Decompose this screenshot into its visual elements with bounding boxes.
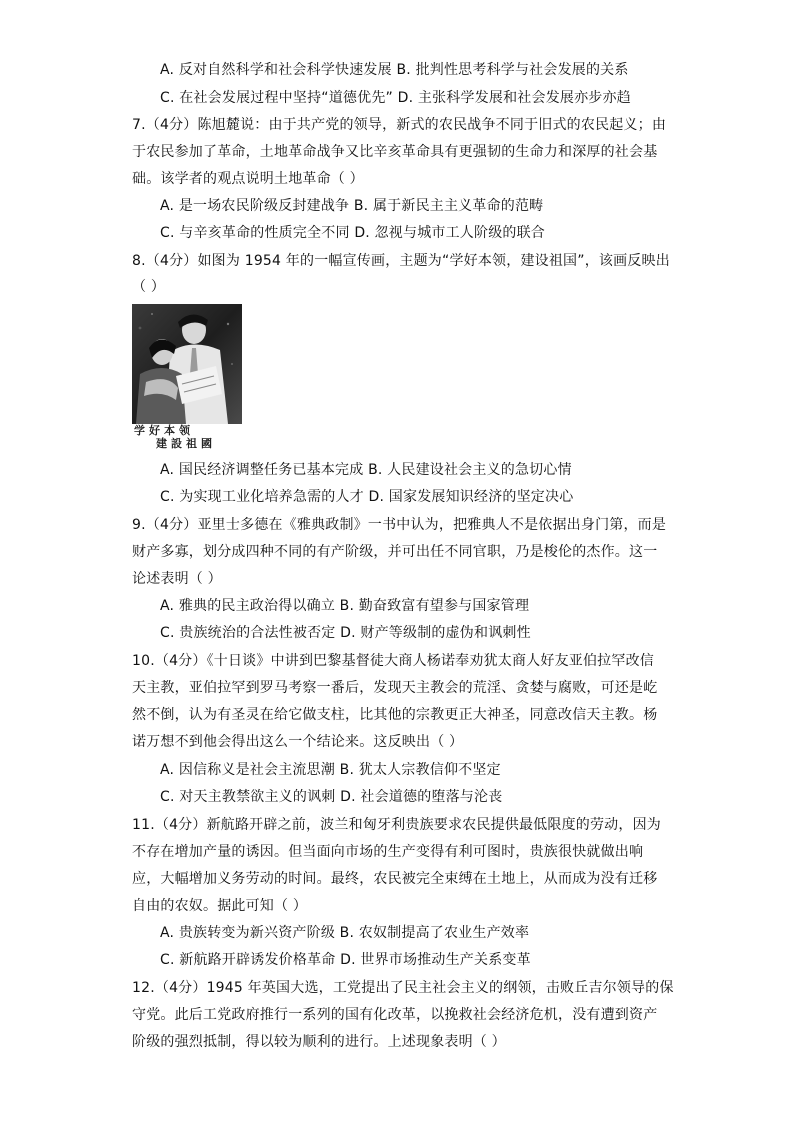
poster-caption-line-1: 学好本领	[134, 424, 194, 437]
q8-options-ab: A. 国民经济调整任务已基本完成 B. 人民建设社会主义的急切心情	[160, 462, 572, 478]
q7-stem-line-1: 7.（4分）陈旭麓说：由于共产党的领导，新式的农民战争不同于旧式的农民起义；由	[132, 117, 667, 133]
q9-stem-line-1: 9.（4分）亚里士多德在《雅典政制》一书中认为，把雅典人不是依据出身门第，而是	[132, 517, 667, 533]
q11-stem-line-4: 自由的农奴。据此可知（ ）	[132, 898, 308, 914]
q9-stem-line-3: 论述表明（ ）	[132, 571, 222, 587]
q8-options-cd: C. 为实现工业化培养急需的人才 D. 国家发展知识经济的坚定决心	[160, 489, 574, 505]
q10-options-cd: C. 对天主教禁欲主义的讽刺 D. 社会道德的堕落与沦丧	[160, 789, 503, 805]
q9-stem-line-2: 财产多寡，划分成四种不同的有产阶级，并可出任不同官职，乃是梭伦的杰作。这一	[132, 544, 658, 560]
q8-stem-line-1: 8.（4分）如图为 1954 年的一幅宣传画，主题为“学好本领，建设祖国”，该画反映出	[132, 253, 670, 269]
q7-stem-line-3: 础。该学者的观点说明土地革命（ ）	[132, 171, 364, 187]
q12-stem-line-3: 阶级的强烈抵制，得以较为顺利的进行。上述现象表明（ ）	[132, 1034, 506, 1050]
q10-stem-line-2: 天主教，亚伯拉罕到罗马考察一番后，发现天主教会的荒淫、贪婪与腐败，可还是屹	[132, 680, 658, 696]
q7-options-cd: C. 与辛亥革命的性质完全不同 D. 忽视与城市工人阶级的联合	[160, 225, 546, 241]
q12-stem-line-1: 12.（4分）1945 年英国大选，工党提出了民主社会主义的纲领，击败丘吉尔领导的保	[132, 980, 674, 996]
q9-options-ab: A. 雅典的民主政治得以确立 B. 勤奋致富有望参与国家管理	[160, 598, 530, 614]
q10-options-ab: A. 因信称义是社会主流思潮 B. 犹太人宗教信仰不坚定	[160, 762, 501, 778]
q11-options-ab: A. 贵族转变为新兴资产阶级 B. 农奴制提高了农业生产效率	[160, 925, 530, 941]
poster-caption-line-2: 建設祖國	[156, 437, 216, 450]
poster-illustration	[132, 304, 242, 424]
q7-stem-line-2: 于农民参加了革命，土地革命战争又比辛亥革命具有更强韧的生命力和深厚的社会基	[132, 144, 658, 160]
q11-stem-line-1: 11.（4分）新航路开辟之前，波兰和匈牙利贵族要求农民提供最低限度的劳动，因为	[132, 817, 661, 833]
q6-options-cd: C. 在社会发展过程中坚持“道德优先” D. 主张科学发展和社会发展亦步亦趋	[160, 90, 631, 106]
propaganda-poster-image	[132, 304, 242, 450]
q11-stem-line-3: 应，大幅增加义务劳动的时间。最终，农民被完全束缚在土地上，从而成为没有迁移	[132, 871, 658, 887]
q11-options-cd: C. 新航路开辟诱发价格革命 D. 世界市场推动生产关系变革	[160, 952, 531, 968]
q9-options-cd: C. 贵族统治的合法性被否定 D. 财产等级制的虚伪和讽刺性	[160, 625, 531, 641]
q10-stem-line-4: 诺万想不到他会得出这么一个结论来。这反映出（ ）	[132, 734, 464, 750]
q10-stem-line-3: 然不倒，认为有圣灵在给它做支柱，比其他的宗教更正大神圣，同意改信天主教。杨	[132, 707, 658, 723]
q8-stem-line-2: （ ）	[132, 279, 166, 295]
q7-options-ab: A. 是一场农民阶级反封建战争 B. 属于新民主主义革命的范畴	[160, 198, 544, 214]
q6-options-ab: A. 反对自然科学和社会科学快速发展 B. 批判性思考科学与社会发展的关系	[160, 62, 629, 78]
poster-caption	[132, 424, 242, 450]
q10-stem-line-1: 10.（4分）《十日谈》中讲到巴黎基督徒大商人杨诺奉劝犹太商人好友亚伯拉罕改信	[132, 653, 654, 669]
q11-stem-line-2: 不存在增加产量的诱因。但当面向市场的生产变得有利可图时，贵族很快就做出响	[132, 844, 644, 860]
q12-stem-line-2: 守党。此后工党政府推行一系列的国有化改革，以挽救社会经济危机，没有遭到资产	[132, 1007, 658, 1023]
